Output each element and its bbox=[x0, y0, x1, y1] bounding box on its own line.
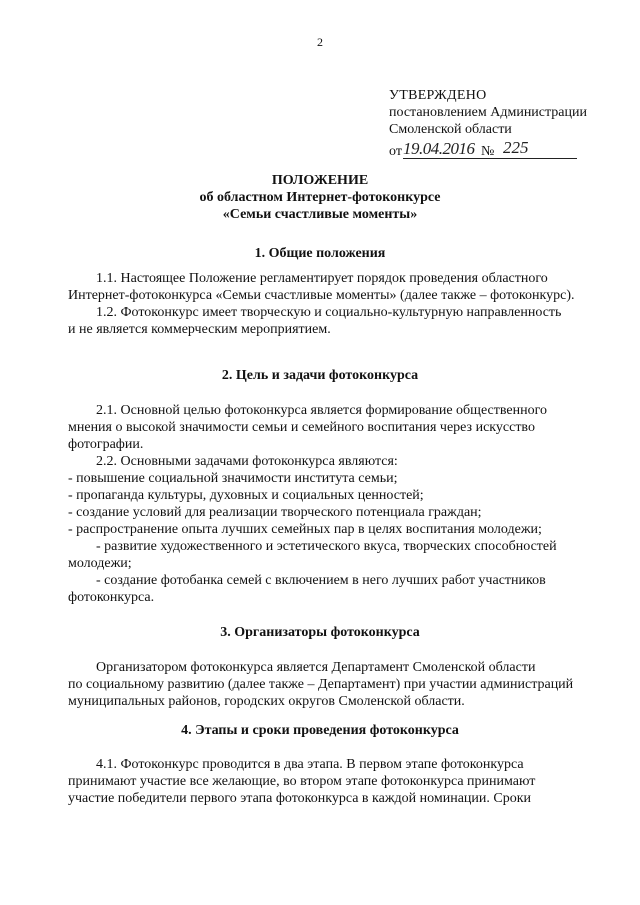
document-title bbox=[0, 172, 640, 223]
approval-block bbox=[389, 87, 609, 162]
section-2-item-5-line-2: молодежи; bbox=[68, 556, 132, 571]
approval-number: 225 bbox=[503, 138, 529, 157]
section-4-p1-line-3: участие победители первого этапа фотоконкурса в каждой номинации. Сроки bbox=[68, 791, 532, 806]
section-1-p1-line-2: Интернет-фотоконкурса «Семьи счастливые моменты» (далее также – фотоконкурс). bbox=[68, 288, 575, 303]
section-3-p1-line-2: по социальному развитию (далее также – Департамент) при участии администраций bbox=[68, 677, 574, 692]
section-4-p1-line-1: 4.1. Фотоконкурс проводится в два этапа. В первом этапе фотоконкурса bbox=[96, 757, 524, 772]
document-title-line-1: ПОЛОЖЕНИЕ bbox=[271, 173, 369, 188]
document-title-line-3: «Семьи счастливые моменты» bbox=[222, 207, 418, 222]
section-2-body bbox=[68, 402, 601, 606]
section-2-item-6-line-2: фотоконкурса. bbox=[68, 590, 155, 605]
section-4-p1-line-2: принимают участие все желающие, во втором этапе фотоконкурса принимают bbox=[68, 774, 536, 789]
approval-line-2: Смоленской области bbox=[389, 122, 512, 137]
section-2-p2: 2.2. Основными задачами фотоконкурса являются: bbox=[96, 454, 398, 469]
section-2-heading: 2. Цель и задачи фотоконкурса bbox=[221, 368, 419, 383]
section-4-body bbox=[68, 756, 601, 807]
section-2-item-1: - повышение социальной значимости института семьи; bbox=[68, 471, 398, 486]
section-1-p2-line-2: и не является коммерческим мероприятием. bbox=[68, 322, 331, 337]
page-number: 2 bbox=[317, 35, 323, 49]
section-2-item-4: - распространение опыта лучших семейных пар в целях воспитания молодежи; bbox=[68, 522, 542, 537]
section-2-p1-line-3: фотографии. bbox=[68, 437, 144, 452]
approval-underline bbox=[403, 158, 577, 159]
approval-number-label: № bbox=[481, 144, 495, 159]
section-2-p1-line-2: мнения о высокой значимости семьи и семейного воспитания через искусство bbox=[68, 420, 535, 435]
approval-date: 19.04.2016 bbox=[403, 139, 475, 158]
section-1-p2-line-1: 1.2. Фотоконкурс имеет творческую и социально-культурную направленность bbox=[96, 305, 562, 320]
section-3-heading: 3. Организаторы фотоконкурса bbox=[220, 625, 420, 640]
section-2-item-5-line-1: - развитие художественного и эстетического вкуса, творческих способностей bbox=[96, 539, 557, 554]
approval-line-1: постановлением Администрации bbox=[389, 105, 587, 120]
section-3-p1-line-1: Организатором фотоконкурса является Департамент Смоленской области bbox=[96, 660, 536, 675]
section-3-p1-line-3: муниципальных районов, городских округов Смоленской области. bbox=[68, 694, 465, 709]
document-title-line-2: об областном Интернет-фотоконкурсе bbox=[199, 190, 441, 205]
approval-signature-row bbox=[389, 140, 609, 162]
section-3-body bbox=[68, 659, 601, 710]
approval-title: УТВЕРЖДЕНО bbox=[389, 88, 487, 103]
section-2-item-3: - создание условий для реализации творческого потенциала граждан; bbox=[68, 505, 482, 520]
section-1-p1-line-1: 1.1. Настоящее Положение регламентирует порядок проведения областного bbox=[96, 271, 548, 286]
section-2-item-6-line-1: - создание фотобанка семей с включением в него лучших работ участников bbox=[96, 573, 546, 588]
approval-from-label: от bbox=[389, 144, 402, 159]
section-2-p1-line-1: 2.1. Основной целью фотоконкурса является формирование общественного bbox=[96, 403, 547, 418]
section-4-heading: 4. Этапы и сроки проведения фотоконкурса bbox=[181, 723, 459, 738]
section-1-body bbox=[68, 270, 601, 338]
section-2-item-2: - пропаганда культуры, духовных и социальных ценностей; bbox=[68, 488, 424, 503]
section-1-heading: 1. Общие положения bbox=[254, 246, 386, 261]
